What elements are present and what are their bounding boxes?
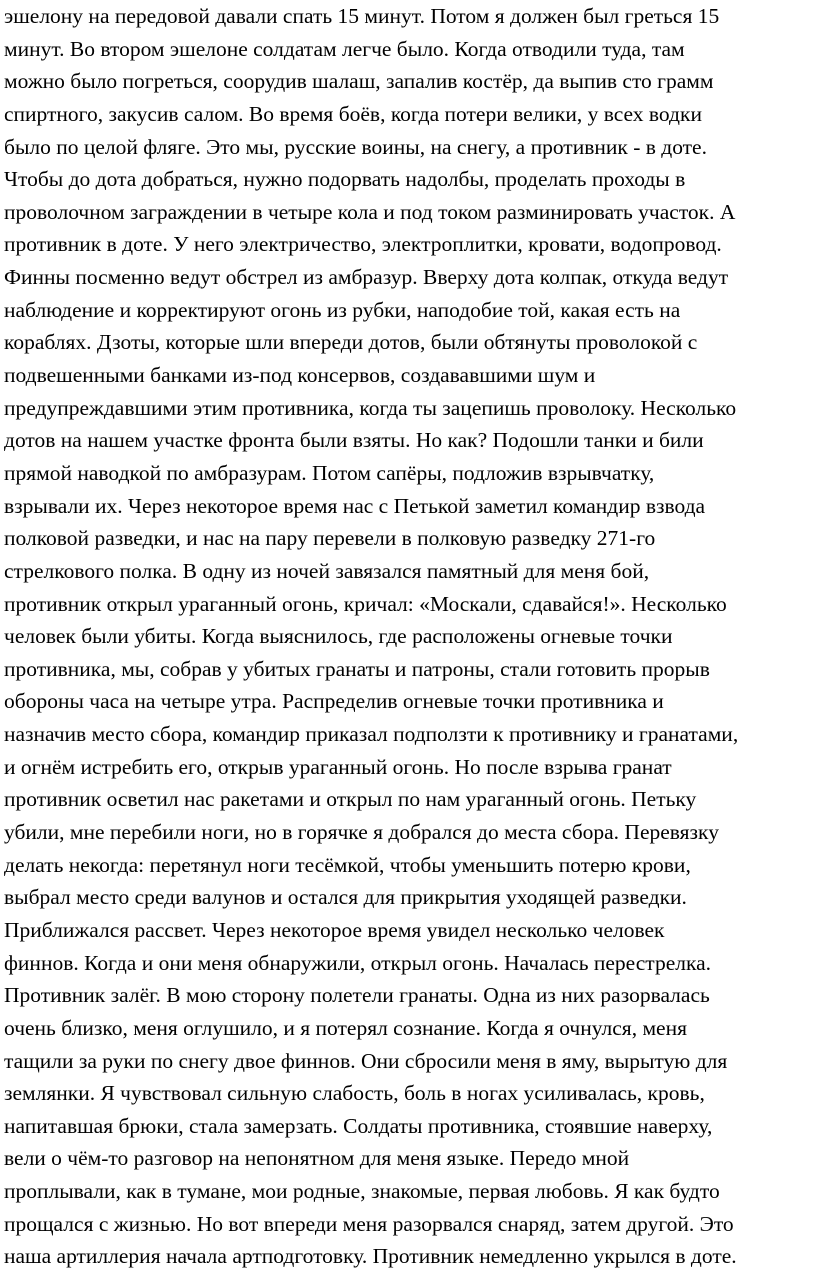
text-line: можно было погреться, соорудив шалаш, запалив костёр, да выпив сто грамм — [4, 69, 714, 94]
body-text — [4, 0, 816, 1273]
text-line: эшелону на передовой давали спать 15 минут. Потом я должен был греться 15 — [4, 4, 720, 28]
text-line: убили, мне перебили ноги, но в горячке я добрался до места сбора. Перевязку — [4, 820, 719, 845]
text-line: полковой разведки, и нас на пару перевели в полковую разведку 271-го — [4, 526, 656, 551]
text-line: спиртного, закусив салом. Во время боёв, когда потери велики, у всех водки — [4, 101, 702, 126]
text-line: было по целой фляге. Это мы, русские воины, на снегу, а противник - в доте. — [4, 134, 707, 159]
text-line: делать некогда: перетянул ноги тесёмкой, чтобы уменьшить потерю крови, — [4, 852, 691, 877]
text-line: подвешенными банками из-под консервов, создававшими шум и — [4, 363, 596, 388]
text-line: наблюдение и корректируют огонь из рубки, наподобие той, какая есть на — [4, 297, 681, 322]
text-line: проволочном заграждении в четыре кола и под током разминировать участок. А — [4, 199, 736, 224]
text-line: противника, мы, собрав у убитых гранаты и патроны, стали готовить прорыв — [4, 656, 710, 681]
text-line: проплывали, как в тумане, мои родные, знакомые, первая любовь. Я как будто — [4, 1179, 720, 1204]
text-line: прямой наводкой по амбразурам. Потом сапёры, подложив взрывчатку, — [4, 460, 655, 485]
text-line: противник в доте. У него электричество, электроплитки, кровати, водопровод. — [4, 232, 722, 257]
text-line: очень близко, меня оглушило, и я потерял сознание. Когда я очнулся, меня — [4, 1015, 687, 1040]
text-line: стрелкового полка. В одну из ночей завязался памятный для меня бой, — [4, 558, 650, 583]
text-line: тащили за руки по снегу двое финнов. Они сбросили меня в яму, вырытую для — [4, 1048, 728, 1073]
text-line: предупреждавшими этим противника, когда ты зацепишь проволоку. Несколько — [4, 395, 737, 420]
text-line: Чтобы до дота добраться, нужно подорвать надолбы, проделать проходы в — [4, 167, 686, 192]
text-line: противник осветил нас ракетами и открыл по нам ураганный огонь. Петьку — [4, 787, 697, 812]
text-line: обороны часа на четыре утра. Распределив огневые точки противника и — [4, 689, 664, 714]
text-line: Приближался рассвет. Через некоторое время увидел несколько человек — [4, 917, 665, 942]
text-line: противник открыл ураганный огонь, кричал: «Москали, сдавайся!». Несколько — [4, 591, 727, 616]
text-line: кораблях. Дзоты, которые шли впереди дотов, были обтянуты проволокой с — [4, 330, 698, 355]
text-line: Финны посменно ведут обстрел из амбразур. Вверху дота колпак, откуда ведут — [4, 265, 729, 290]
text-line: наша артиллерия начала артподготовку. Противник немедленно укрылся в доте. — [4, 1244, 737, 1269]
text-line: и огнём истребить его, открыв ураганный огонь. Но после взрыва гранат — [4, 754, 672, 779]
text-line: финнов. Когда и они меня обнаружили, открыл огонь. Началась перестрелка. — [4, 950, 712, 975]
text-line: человек были убиты. Когда выяснилось, где расположены огневые точки — [4, 624, 673, 649]
text-line: Противник залёг. В мою сторону полетели гранаты. Одна из них разорвалась — [4, 983, 710, 1008]
text-line: землянки. Я чувствовал сильную слабость, боль в ногах усиливалась, кровь, — [4, 1081, 705, 1106]
text-line: назначив место сбора, командир приказал подползти к противнику и гранатами, — [4, 722, 739, 747]
text-line: прощался с жизнью. Но вот впереди меня разорвался снаряд, затем другой. Это — [4, 1211, 734, 1236]
text-line: взрывали их. Через некоторое время нас с Петькой заметил командир взвода — [4, 493, 706, 518]
text-line: вели о чём-то разговор на непонятном для меня языке. Передо мной — [4, 1146, 630, 1171]
text-line: дотов на нашем участке фронта были взяты. Но как? Подошли танки и били — [4, 428, 704, 453]
text-line: минут. Во втором эшелоне солдатам легче было. Когда отводили туда, там — [4, 36, 685, 61]
text-line: выбрал место среди валунов и остался для прикрытия уходящей разведки. — [4, 885, 687, 910]
text-line: напитавшая брюки, стала замерзать. Солдаты противника, стоявшие наверху, — [4, 1113, 713, 1138]
